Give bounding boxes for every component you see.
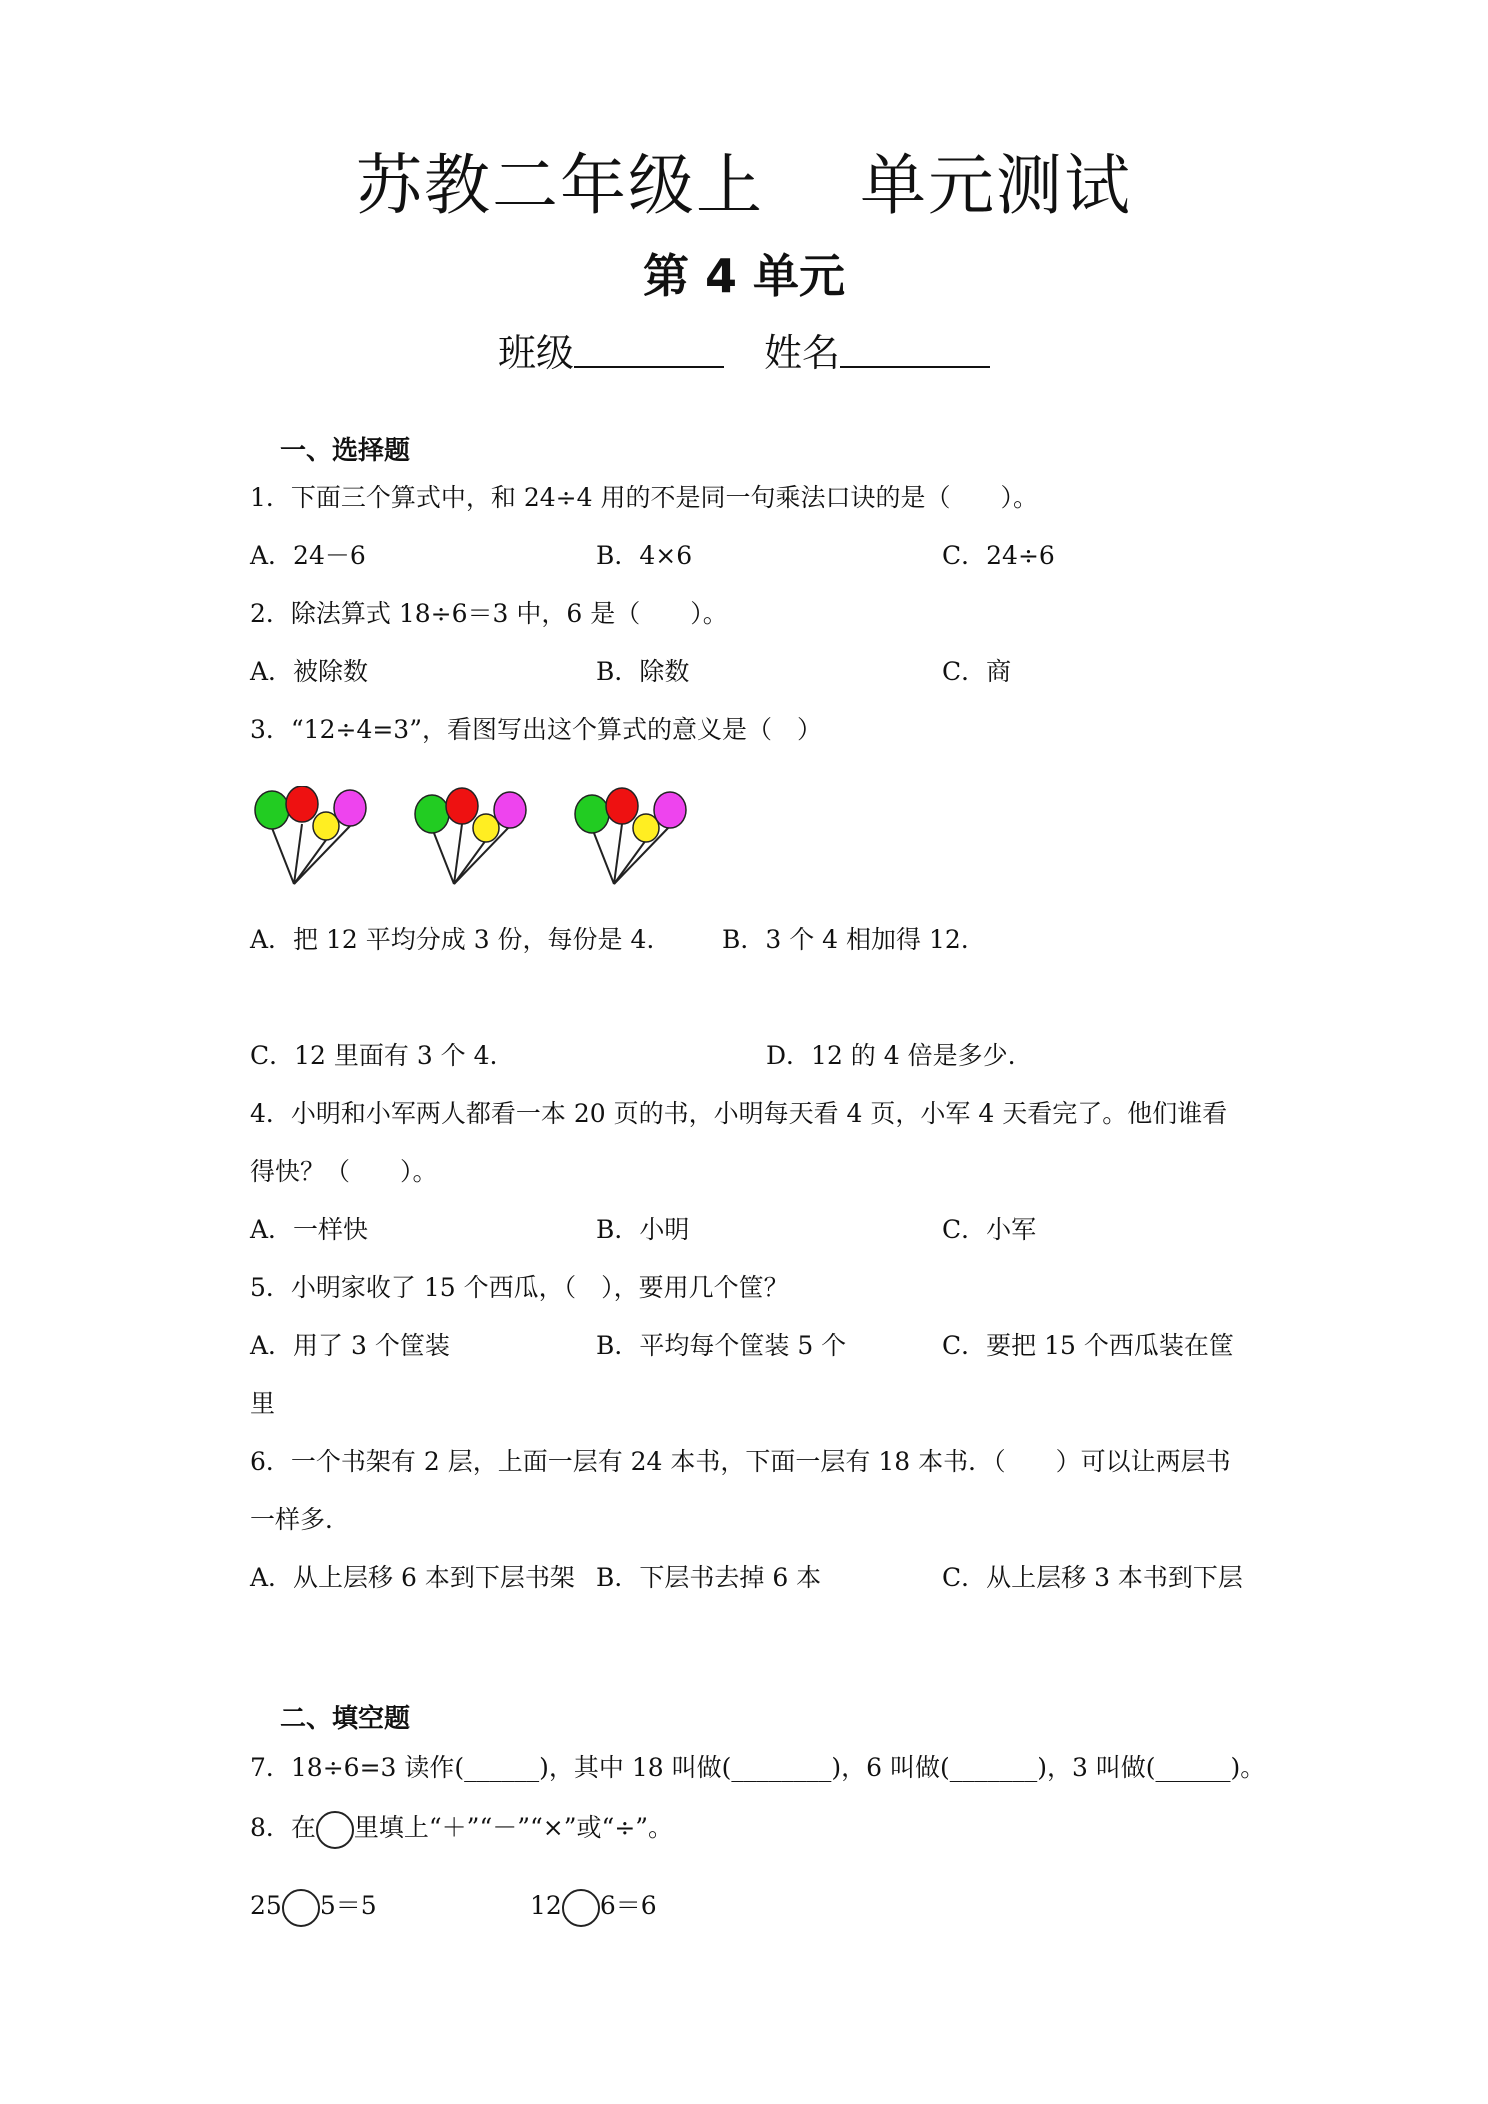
answer-circle-example	[316, 1811, 354, 1849]
eq1-right-side: 5＝5	[319, 1891, 377, 1920]
green-balloon	[255, 791, 289, 829]
q2-option-b[interactable]: B．除数	[596, 657, 690, 686]
balloon-group-3	[575, 788, 686, 884]
q8-stem-pre: 8．在	[250, 1813, 316, 1842]
title-right: 单元测试	[860, 147, 1132, 224]
q8-equation-2	[530, 1886, 657, 1927]
q6-option-b[interactable]: B．下层书去掉 6 本	[596, 1563, 822, 1592]
q5-option-a[interactable]: A．用了 3 个筐装	[250, 1331, 450, 1360]
name-blank[interactable]	[840, 330, 990, 368]
unit-subtitle: 第 4 单元	[642, 249, 846, 303]
student-info-line	[0, 322, 1488, 377]
q4-option-c[interactable]: C．小军	[942, 1215, 1037, 1244]
red-balloon	[286, 786, 318, 822]
green-balloon	[415, 795, 449, 833]
q6-stem-line-2: 一样多．	[250, 1505, 351, 1534]
q3-option-b[interactable]: B．3 个 4 相加得 12.	[722, 925, 969, 954]
red-balloon	[606, 788, 638, 824]
class-blank[interactable]	[574, 330, 724, 368]
q3-option-c[interactable]: C．12 里面有 3 个 4.	[250, 1041, 498, 1070]
title-left: 苏教二年级上	[356, 147, 764, 224]
q5-stem: 5．小明家收了 15 个西瓜，（ ），要用几个筐？	[250, 1273, 789, 1302]
name-label: 姓名	[764, 331, 841, 375]
q2-stem: 2．除法算式 18÷6＝3 中，6 是（ ）。	[250, 599, 728, 628]
q2-option-a[interactable]: A．被除数	[250, 657, 369, 686]
balloon-group-1	[255, 786, 366, 884]
q6-option-c[interactable]: C．从上层移 3 本书到下层	[942, 1563, 1243, 1592]
magenta-balloon	[334, 790, 366, 826]
eq2-operator-circle[interactable]	[562, 1889, 600, 1927]
q3-option-a[interactable]: A．把 12 平均分成 3 份，每份是 4.	[250, 925, 655, 954]
q1-stem: 1．下面三个算式中，和 24÷4 用的不是同一句乘法口诀的是（ ）。	[250, 483, 1038, 512]
q3-stem: 3．“12÷4=3”，看图写出这个算式的意义是（ ）	[250, 715, 822, 744]
q8-stem-post: 里填上“＋”“－”“×”或“÷”。	[353, 1813, 674, 1842]
balloon-group-2	[415, 788, 526, 884]
q2-option-c[interactable]: C．商	[942, 657, 1012, 686]
green-balloon	[575, 795, 609, 833]
q4-option-a[interactable]: A．一样快	[250, 1215, 369, 1244]
q4-stem-line-1: 4．小明和小军两人都看一本 20 页的书，小明每天看 4 页，小军 4 天看完了。他们谁看	[250, 1099, 1228, 1128]
q5-option-b[interactable]: B．平均每个筐装 5 个	[596, 1331, 847, 1360]
q1-option-b[interactable]: B．4×6	[596, 541, 693, 570]
magenta-balloon	[654, 792, 686, 828]
balloon-figure	[250, 786, 710, 896]
class-label: 班级	[497, 331, 574, 375]
q5-option-c[interactable]: C．要把 15 个西瓜装在筐	[942, 1331, 1234, 1360]
eq1-operator-circle[interactable]	[282, 1889, 320, 1927]
q5-option-c-continued: 里	[250, 1389, 276, 1418]
eq2-left-operand: 12	[530, 1891, 562, 1920]
red-balloon	[446, 788, 478, 824]
q4-stem-line-2: 得快？（ ）。	[250, 1157, 438, 1186]
q4-option-b[interactable]: B．小明	[596, 1215, 690, 1244]
q6-stem-line-1: 6．一个书架有 2 层，上面一层有 24 本书，下面一层有 18 本书．（ ）可以让两层书	[250, 1447, 1231, 1476]
magenta-balloon	[494, 792, 526, 828]
q8-stem	[250, 1808, 673, 1849]
q6-option-a[interactable]: A．从上层移 6 本到下层书架	[250, 1563, 575, 1592]
q7-stem: 7．18÷6=3 读作(______)，其中 18 叫做(________)，6 叫做(_______)，3 叫做(______)。	[250, 1753, 1266, 1782]
page-title	[0, 132, 1488, 227]
eq1-left-operand: 25	[250, 1891, 282, 1920]
q8-equation-1	[250, 1886, 377, 1927]
q1-option-a[interactable]: A．24－6	[250, 541, 366, 570]
section-choice-heading: 一、选择题	[280, 436, 411, 466]
eq2-right-side: 6＝6	[599, 1891, 657, 1920]
q1-option-c[interactable]: C．24÷6	[942, 541, 1055, 570]
section-fill-heading: 二、填空题	[280, 1704, 411, 1734]
q3-option-d[interactable]: D．12 的 4 倍是多少.	[766, 1041, 1016, 1070]
